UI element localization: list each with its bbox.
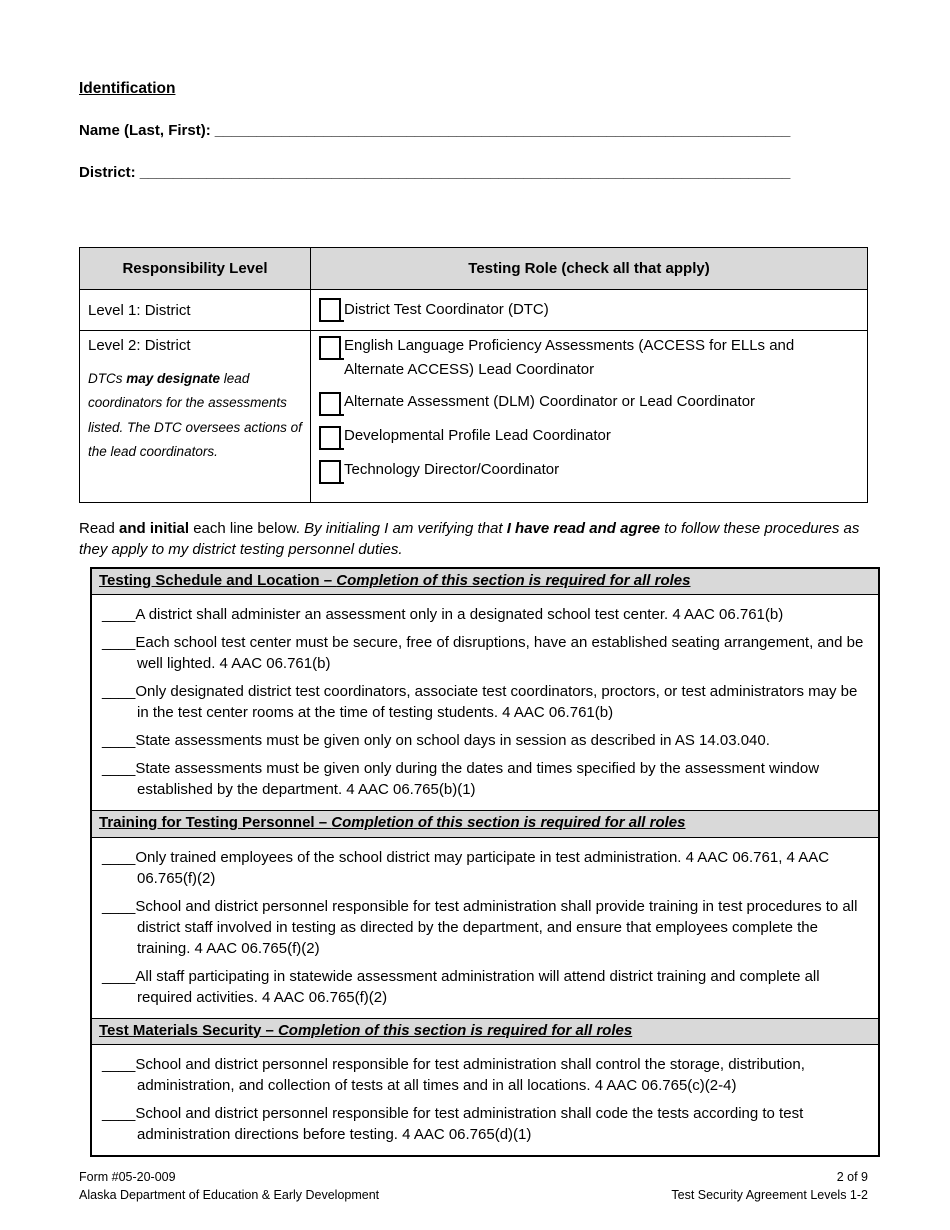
agreement-line: ____Only trained employees of the school district may participate in test administration. 4 AAC 06.761, 4 AAC 06.765(f)(2) bbox=[102, 848, 830, 887]
checkbox-technology-director[interactable] bbox=[319, 460, 341, 484]
role-label-technology: Technology Director/Coordinator bbox=[344, 461, 560, 478]
initial-blank[interactable]: ____ bbox=[102, 760, 136, 778]
checkbox-elp-lead-coordinator[interactable] bbox=[319, 336, 341, 360]
district-label: District: bbox=[79, 164, 136, 181]
level1-row bbox=[80, 289, 867, 330]
initial-blank[interactable]: ____ bbox=[102, 634, 136, 652]
roles-table-header-row bbox=[80, 248, 867, 289]
section-header-test-materials-security: Test Materials Security – Completion of this section is required for all roles bbox=[92, 1018, 878, 1045]
checkbox-developmental-profile-coordinator[interactable] bbox=[319, 426, 341, 450]
agreement-line: ____State assessments must be given only during the dates and times specified by the assessment window established by the department. 4 AAC 06.765(b)(1) bbox=[102, 760, 820, 799]
initial-blank[interactable]: ____ bbox=[102, 897, 136, 915]
initial-blank[interactable]: ____ bbox=[102, 1055, 136, 1073]
initial-blank[interactable]: ____ bbox=[102, 967, 136, 985]
level1-label: Level 1: District bbox=[88, 301, 191, 319]
initial-blank[interactable]: ____ bbox=[102, 1104, 136, 1122]
role-row-developmental-profile bbox=[319, 424, 859, 450]
name-input-line[interactable]: _____________________________________________________________________ bbox=[214, 122, 791, 139]
responsibility-roles-table bbox=[79, 247, 868, 503]
name-label: Name (Last, First): bbox=[79, 122, 211, 139]
role-label-developmental-profile: Developmental Profile Lead Coordinator bbox=[344, 427, 611, 444]
agreement-line: ____School and district personnel responsible for test administration shall code the tests according to test administration directions before testing. 4 AAC 06.765(d)(1) bbox=[102, 1104, 804, 1143]
identification-heading: Identification bbox=[79, 80, 176, 97]
header-responsibility-level: Responsibility Level bbox=[80, 248, 310, 289]
agreement-line: ____Each school test center must be secure, free of disruptions, have an established seating arrangement, and be well lighted. 4 AAC 06.761(b) bbox=[102, 634, 864, 673]
initial-blank[interactable]: ____ bbox=[102, 606, 136, 624]
role-row-dlm bbox=[319, 390, 859, 416]
checkbox-alternate-assessment-coordinator[interactable] bbox=[319, 392, 341, 416]
agreement-sections-table bbox=[90, 567, 880, 1157]
section-items-training bbox=[92, 838, 878, 1018]
agreement-line: ____A district shall administer an assessment only in a designated school test center. 4 AAC 06.761(b) bbox=[102, 606, 784, 624]
footer-agency: Alaska Department of Education & Early Development bbox=[79, 1188, 380, 1203]
section-items-testing-schedule bbox=[92, 595, 878, 810]
agreement-line: ____State assessments must be given only on school days in session as described in AS 14.03.040. bbox=[102, 732, 770, 750]
level2-row bbox=[80, 330, 867, 502]
footer-doc-title: Test Security Agreement Levels 1-2 bbox=[671, 1188, 868, 1203]
role-row-technology bbox=[319, 458, 859, 484]
page-footer bbox=[79, 1168, 868, 1204]
role-label-elp: English Language Proficiency Assessments (ACCESS for ELLs and Alternate ACCESS) Lead Coordinator bbox=[344, 337, 795, 378]
footer-form-number: Form #05-20-009 bbox=[79, 1170, 176, 1184]
level2-note: DTCs may designate lead coordinators for the assessments listed. The DTC oversees actions of the lead coordinators. bbox=[88, 371, 302, 459]
initial-blank[interactable]: ____ bbox=[102, 683, 136, 701]
district-input-line[interactable]: ______________________________________________________________________________ bbox=[139, 164, 791, 181]
level2-label: Level 2: District bbox=[88, 337, 191, 354]
header-testing-role: Testing Role (check all that apply) bbox=[310, 248, 867, 289]
section-header-testing-schedule: Testing Schedule and Location – Completion of this section is required for all roles bbox=[92, 569, 878, 595]
agreement-line: ____Only designated district test coordinators, associate test coordinators, proctors, or test administrators may be in the test center rooms at the time of testing students. 4 AAC 06.761(b) bbox=[102, 683, 858, 722]
read-and-initial-paragraph: Read and initial each line below. By initialing I am verifying that I have read and agree to follow these procedures as they apply to my district testing personnel duties. bbox=[79, 520, 860, 558]
agreement-line: ____All staff participating in statewide assessment administration will attend district training and complete all required activities. 4 AAC 06.765(f)(2) bbox=[102, 967, 820, 1006]
initial-blank[interactable]: ____ bbox=[102, 848, 136, 866]
role-row-elp bbox=[319, 334, 859, 382]
agreement-line: ____School and district personnel responsible for test administration shall provide training in test procedures to all district staff involved in testing as directed by the department, and ensure that employees complete the training. 4 AAC 06.765(f)(2) bbox=[102, 897, 858, 957]
section-items-test-materials-security bbox=[92, 1045, 878, 1155]
footer-page-number: 2 of 9 bbox=[836, 1170, 868, 1184]
role-label-dtc: District Test Coordinator (DTC) bbox=[344, 301, 549, 318]
district-field-row bbox=[79, 164, 790, 181]
initial-blank[interactable]: ____ bbox=[102, 732, 136, 750]
checkbox-district-test-coordinator[interactable] bbox=[319, 298, 341, 322]
agreement-line: ____School and district personnel responsible for test administration shall control the storage, distribution, administration, and collection of tests at all times and in all locations. 4 AAC 06.765(c)(2-4) bbox=[102, 1055, 805, 1094]
section-header-training: Training for Testing Personnel – Completion of this section is required for all roles bbox=[92, 810, 878, 837]
name-field-row bbox=[79, 122, 790, 139]
role-label-dlm: Alternate Assessment (DLM) Coordinator or Lead Coordinator bbox=[344, 393, 756, 410]
